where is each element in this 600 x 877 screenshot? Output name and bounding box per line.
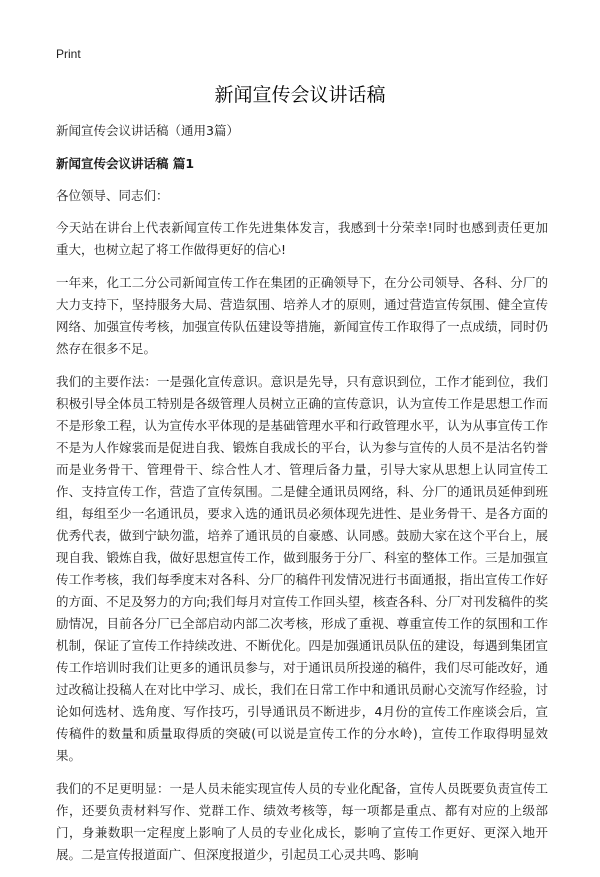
paragraph: 一年来，化工二分公司新闻宣传工作在集团的正确领导下，在分公司领导、各科、分厂的大力支持下，坚持服务大局、营造氛围、培养人才的原则，通过营造宣传氛围、健全宣传网络、加强宣传考核，加强宣传队伍建设等措施，新闻宣传工作取得了一点成绩，同时仍然存在很多不足。 [56, 275, 548, 356]
document-subtitle: 新闻宣传会议讲话稿（通用3篇） [56, 123, 239, 138]
greeting: 各位领导、同志们： [56, 188, 169, 203]
paragraph: 我们的不足更明显：一是人员未能实现宣传人员的专业化配备，宣传人员既要负责宣传工作，还要负责材料写作、党群工作、绩效考核等，每一项都是重点、都有对应的上级部门，身兼数职一定程度上影响了人员的专业化成长，影响了宣传工作更好、更深入地开展。二是宣传报道面广、但深度报道少，引起员工心灵共鸣、影响 [56, 781, 548, 862]
paragraph: 我们的主要作法：一是强化宣传意识。意识是先导，只有意识到位，工作才能到位，我们积极引导全体员工特别是各级管理人员树立正确的宣传意识，认为宣传工作是思想工作而不是形象工程，认为宣传水平体现的是基础管理水平和行政管理水平，认为从事宣传工作不是为人作嫁裳而是促进自我、锻炼自我成长的平台，认为参与宣传的人员不是沽名钓誉而是业务骨干、管理骨干、综合性人才、管理后备力量，引导大家从思想上认同宣传工作、支持宣传工作，营造了宣传氛围。二是健全通讯员网络，科、分厂的通讯员延伸到班组，每组至少一名通讯员，要求入选的通讯员必须体现先进性、是业务骨干、是各方面的优秀代表，做到宁缺勿滥，培养了通讯员的自豪感、认同感。鼓励大家在这个平台上，展现自我、锻炼自我，做好思想宣传工作，做到服务于分厂、科室的整体工作。三是加强宣传工作考核，我们每季度末对各科、分厂的稿件刊发情况进行书面通报，指出宣传工作好的方面、不足及努力的方向;我们每月对宣传工作回头望，核查各科、分厂对刊发稿件的奖励情况，目前各分厂已全部启动内部二次考核，形成了重视、尊重宣传工作的氛围和工作机制，保证了宣传工作持续改进、不断优化。四是加强通讯员队伍的建设，每遇到集团宣传工作培训时我们让更多的通讯员参与，对于通讯员所投递的稿件，我们尽可能改好，通过改稿让投稿人在对比中学习、成长，我们在日常工作中和通讯员耐心交流写作经验，讨论如何选材、选角度、写作技巧，引导通讯员不断进步，4月份的宣传工作座谈会后，宣传稿件的数量和质量取得质的突破(可以说是宣传工作的分水岭)，宣传工作取得明显效果。 [56, 374, 548, 763]
section-heading: 新闻宣传会议讲话稿 篇1 [56, 156, 195, 171]
document-title: 新闻宣传会议讲话稿 [214, 84, 386, 106]
paragraph: 今天站在讲台上代表新闻宣传工作先进集体发言，我感到十分荣幸!同时也感到责任更加重大，也树立起了将工作做得更好的信心! [56, 220, 548, 257]
print-link[interactable]: Print [56, 47, 81, 61]
document-body [56, 120, 548, 877]
